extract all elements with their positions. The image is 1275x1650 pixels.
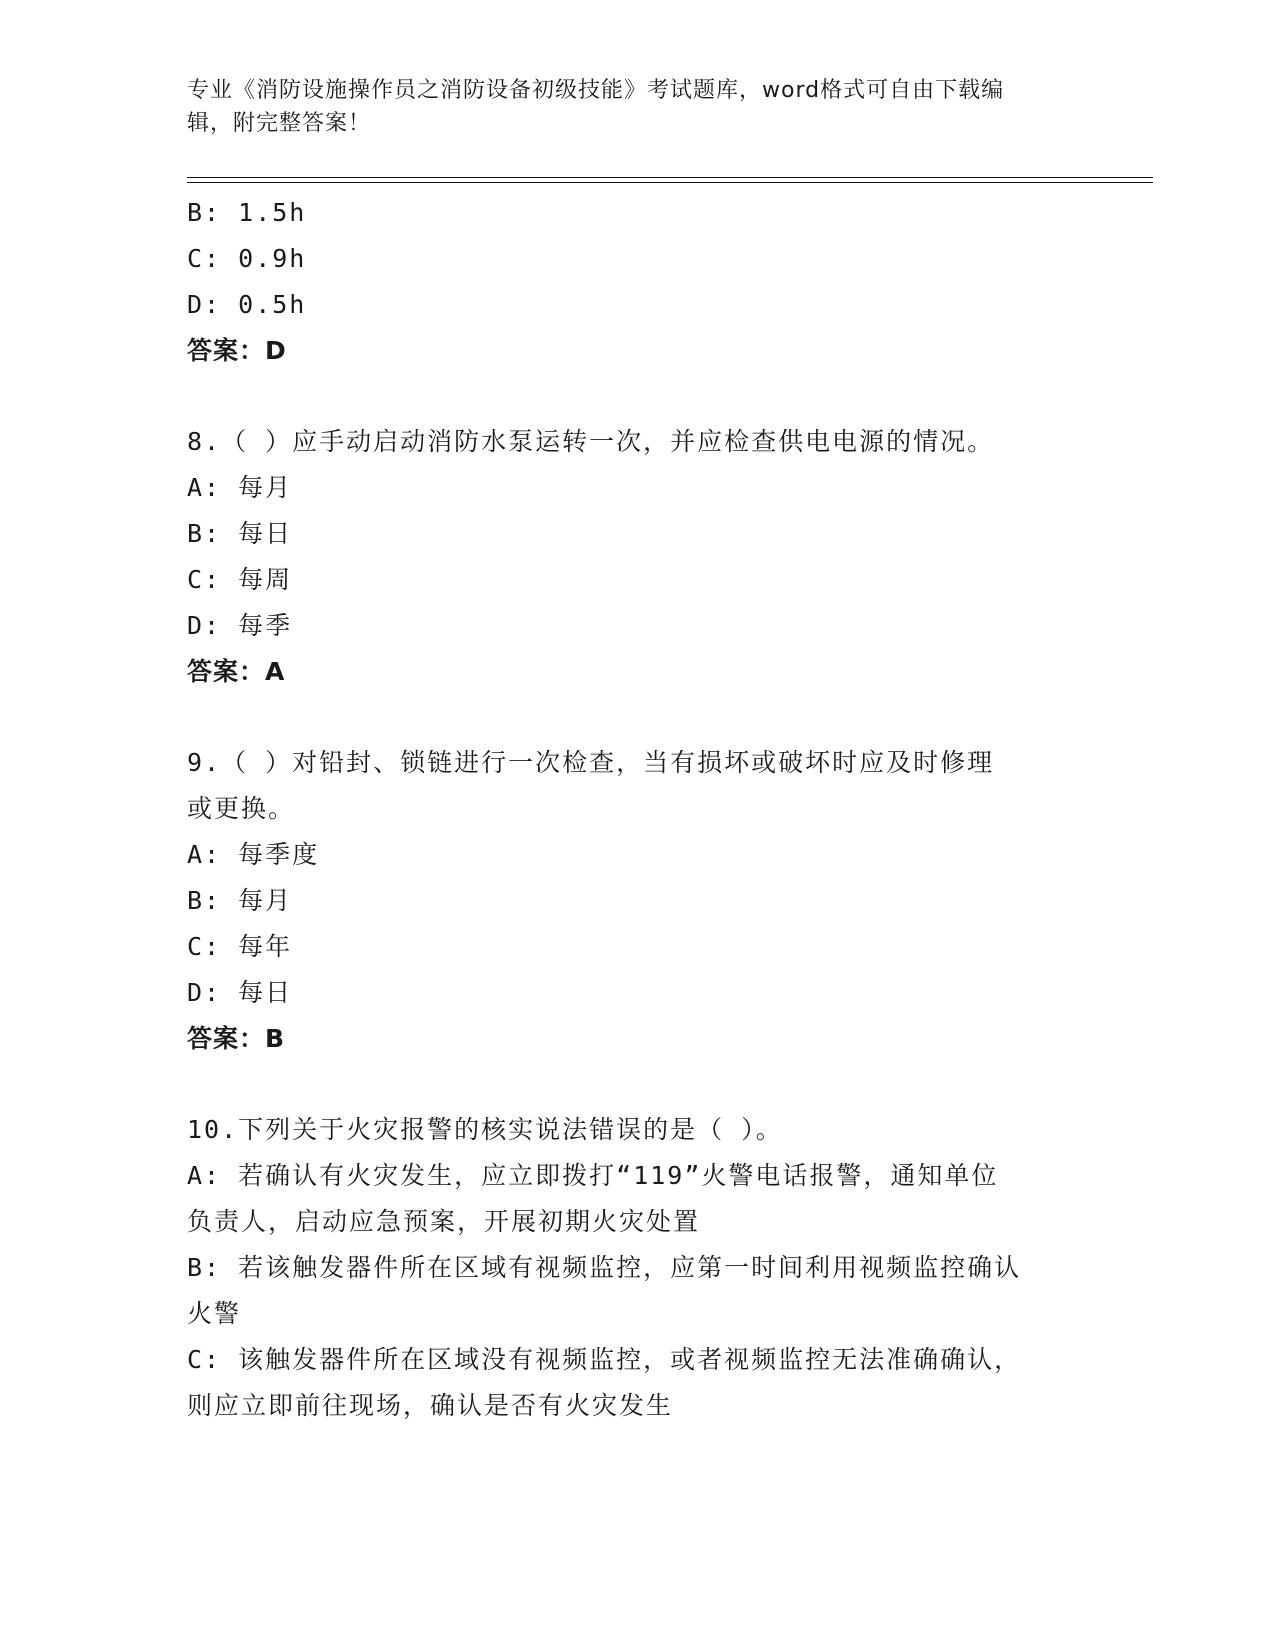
header-divider-top xyxy=(187,177,1153,178)
question-stem: 8.（ ）应手动启动消防水泵运转一次，并应检查供电电源的情况。 xyxy=(187,427,995,456)
option-d: D: 每日 xyxy=(187,978,293,1007)
question-8 xyxy=(187,419,1077,695)
question-stem-line-2: 或更换。 xyxy=(187,794,296,823)
option-b-line-1: B: 若该触发器件所在区域有视频监控，应第一时间利用视频监控确认 xyxy=(187,1253,1022,1282)
question-7-tail xyxy=(187,190,1077,374)
option-b: B: 每月 xyxy=(187,886,293,915)
answer-line: 答案：A xyxy=(187,657,286,686)
document-header xyxy=(187,74,1067,140)
option-c-line-2: 则应立即前往现场，确认是否有火灾发生 xyxy=(187,1391,674,1420)
header-line-1: 专业《消防设施操作员之消防设备初级技能》考试题库，word格式可自由下载编 xyxy=(187,78,1005,103)
option-c: C: 0.9h xyxy=(187,244,307,273)
option-a-line-1: A: 若确认有火灾发生，应立即拨打“119”火警电话报警，通知单位 xyxy=(187,1161,999,1190)
option-d: D: 每季 xyxy=(187,611,293,640)
option-d: D: 0.5h xyxy=(187,290,307,319)
option-b-line-2: 火警 xyxy=(187,1299,242,1328)
spacer xyxy=(187,1062,1077,1107)
question-10 xyxy=(187,1107,1077,1429)
option-b: B: 每日 xyxy=(187,519,293,548)
option-a: A: 每季度 xyxy=(187,840,320,869)
option-a-line-2: 负责人，启动应急预案，开展初期火灾处置 xyxy=(187,1207,701,1236)
option-a: A: 每月 xyxy=(187,473,293,502)
answer-line: 答案：B xyxy=(187,1024,286,1053)
header-divider-bottom xyxy=(187,182,1153,183)
question-9 xyxy=(187,740,1077,1062)
question-stem-line-1: 9.（ ）对铅封、锁链进行一次检查，当有损坏或破坏时应及时修理 xyxy=(187,748,995,777)
option-c: C: 每年 xyxy=(187,932,293,961)
question-stem: 10.下列关于火灾报警的核实说法错误的是（ ）。 xyxy=(187,1115,783,1144)
header-line-2: 辑，附完整答案！ xyxy=(187,111,372,136)
spacer xyxy=(187,695,1077,740)
option-b: B: 1.5h xyxy=(187,198,307,227)
option-c-line-1: C: 该触发器件所在区域没有视频监控，或者视频监控无法准确确认， xyxy=(187,1345,1022,1374)
spacer xyxy=(187,374,1077,419)
question-content xyxy=(187,190,1077,1429)
answer-line: 答案：D xyxy=(187,336,287,365)
option-c: C: 每周 xyxy=(187,565,293,594)
